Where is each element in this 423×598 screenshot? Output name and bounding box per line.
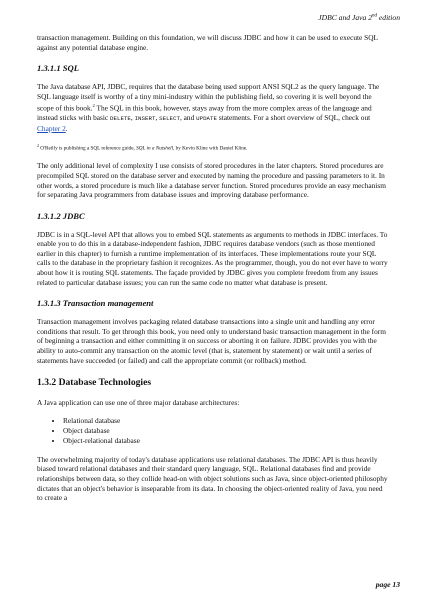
- section-heading-db-tech: 1.3.2 Database Technologies: [37, 377, 152, 389]
- running-head: [318, 13, 400, 22]
- footnote-text-b: , by Kevin Kline with Daniel Kline.: [173, 145, 248, 152]
- sql-text-b: The SQL in this book, however, stays away from the more complex areas of the language and instead sticks with basic: [37, 103, 372, 123]
- keyword-delete: DELETE: [110, 115, 131, 123]
- jdbc-paragraph: JDBC is in a SQL-level API that allows you to embed SQL statements as arguments to methods in JDBC interfaces. To enable you to do this in a database-independent fashion, JDBC requires database vendors (such as those mentioned earlier in this chapter) to furnish a runtime implementation of its interfaces. These implementations route your SQL calls to the database in the proprietary fashion it recognizes. As the programmer, though, you do not ever have to worry about how it is routing SQL statements. The façade provided by JDBC gives you complete freedom from any issues related to particular database issues; you can run the same code no matter what database is present.: [37, 229, 388, 287]
- intro-paragraph: transaction management. Building on this foundation, we will discuss JDBC and how it can be used to execute SQL against any potential database engine.: [37, 33, 378, 52]
- section-heading-transaction: 1.3.1.3 Transaction management: [37, 298, 154, 309]
- separator: ,: [155, 113, 160, 123]
- db-tech-paragraph-1: A Java application can use one of three major database architectures:: [37, 398, 240, 408]
- sql-paragraph-2: The only additional level of complexity I use consists of stored procedures in the later chapters. Stored procedures are precompiled SQL stored on the database server and executed by naming the procedure and passing parameters to it. In other words, a stored procedure is much like a database server function. Stored procedures provide an easy mechanism for separating Java programmers from database issues and improving database performance.: [37, 161, 386, 200]
- footnote-book-title: SQL in a Nutshell: [136, 145, 174, 152]
- sql-text-c: statements. For a short overview of SQL, check out: [217, 113, 371, 123]
- footnote-ref[interactable]: 2: [92, 103, 95, 109]
- footnote: [37, 142, 389, 153]
- list-item: • Object-relational database: [63, 436, 389, 446]
- sql-paragraph-1: [37, 82, 389, 133]
- page-body: [37, 33, 389, 511]
- page-number: page 13: [375, 580, 400, 589]
- book-title: JDBC and Java 2: [318, 13, 372, 22]
- keyword-insert: INSERT: [134, 115, 156, 123]
- list-item: • Object database: [63, 426, 389, 436]
- list-item: • Relational database: [63, 416, 389, 426]
- transaction-paragraph: Transaction management involves packaging related database transactions into a single unit and handling any error conditions that result. To get through this book, you need only to understand basic transaction management in the form of beginning a transaction and either committing it on success or aborting it on failure. JDBC provides you with the ability to auto-commit any transaction on the atomic level (that is, statement by statement) or wait until a series of statements have succeeded (or failed) and call the appropriate commit (or rollback) method.: [37, 317, 386, 365]
- section-heading-jdbc: 1.3.1.2 JDBC: [37, 210, 85, 221]
- keyword-select: SELECT: [159, 115, 180, 123]
- footnote-number: 2: [37, 142, 39, 148]
- conjunction: , and: [180, 113, 197, 123]
- separator: ,: [130, 113, 135, 123]
- db-tech-paragraph-2: The overwhelming majority of today's database applications use relational databases. The JDBC API is thus heavily biased toward relational databases and their standard query language, SQL. Relational databases find and provide relationships between data, so they collide head-on with object solutions such as Java, since object-oriented philosophy dictates that an object's behavior is inseparable from its data. In choosing the object-oriented reality of Java, you need to create a: [37, 454, 388, 503]
- footnote-text-a: O'Reilly is publishing a SQL reference guide,: [39, 145, 137, 152]
- keyword-update: UPDATE: [196, 115, 217, 123]
- chapter-2-link[interactable]: Chapter 2: [37, 124, 66, 133]
- architecture-list: [37, 416, 389, 446]
- sql-text-a: The Java database API, JDBC, requires that the database being used support ANSI SQL2 as the query language. The SQL language itself is worthy of a tiny mini-industry within the publishing field, so covering it is well beyond the scope of this book.: [37, 82, 380, 113]
- edition-suffix: edition: [377, 13, 400, 22]
- edition-superscript: nd: [372, 13, 377, 19]
- section-heading-sql: 1.3.1.1 SQL: [37, 63, 80, 74]
- period: .: [65, 124, 68, 133]
